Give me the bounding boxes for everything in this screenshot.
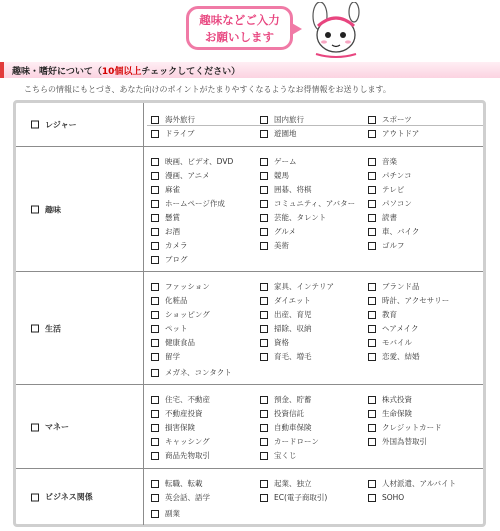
option-label: 車、バイク [382, 227, 420, 236]
category-label: レジャー [45, 120, 77, 129]
option-label: スポーツ [382, 115, 412, 124]
option-checkbox[interactable] [151, 369, 159, 377]
option-label: クレジットカード [382, 423, 442, 432]
option-checkbox[interactable] [368, 438, 376, 446]
option-label: 外国為替取引 [382, 437, 427, 446]
option-checkbox[interactable] [368, 480, 376, 488]
option-checkbox[interactable] [368, 410, 376, 418]
option-checkbox[interactable] [260, 311, 268, 319]
option-label: グルメ [274, 227, 297, 236]
option-label: 出産、育児 [274, 310, 312, 319]
option-label: 国内旅行 [274, 115, 304, 124]
option-label: 麻雀 [165, 185, 180, 194]
option-label: 投資信託 [274, 409, 304, 418]
option-label: 教育 [382, 310, 397, 319]
option-checkbox[interactable] [151, 452, 159, 460]
option-checkbox[interactable] [368, 130, 376, 138]
option-checkbox[interactable] [368, 158, 376, 166]
option-label: 化粧品 [165, 296, 188, 305]
option-checkbox[interactable] [151, 214, 159, 222]
option-label: 恋愛、結婚 [382, 352, 420, 361]
option-label: 美術 [274, 241, 289, 250]
category-checkbox-lifestyle[interactable] [31, 325, 39, 333]
option-label: ヘアメイク [382, 324, 419, 333]
option-checkbox[interactable] [260, 480, 268, 488]
option-label: アウトドア [382, 129, 420, 138]
option-checkbox[interactable] [151, 396, 159, 404]
option-label: 副業 [165, 509, 180, 518]
section-title [12, 64, 240, 77]
option-label: EC(電子商取引) [274, 493, 328, 502]
option-label: 自動車保険 [274, 423, 312, 432]
category-label: マネー [45, 422, 69, 432]
option-label: 音楽 [382, 157, 397, 166]
option-label: 漫画、アニメ [165, 171, 210, 180]
option-checkbox[interactable] [151, 325, 159, 333]
option-label: 資格 [274, 338, 289, 347]
category-cell [16, 385, 144, 469]
option-checkbox[interactable] [151, 353, 159, 361]
option-checkbox[interactable] [260, 116, 268, 124]
category-label: 趣味 [45, 205, 61, 214]
option-label: SOHO [382, 493, 405, 502]
option-label: ファッション [165, 282, 210, 291]
bubble-line-1: 趣味などご入力 [199, 13, 280, 27]
option-checkbox[interactable] [151, 480, 159, 488]
option-checkbox[interactable] [260, 172, 268, 180]
option-checkbox[interactable] [260, 297, 268, 305]
option-label: ホームページ作成 [165, 199, 225, 208]
option-checkbox[interactable] [151, 158, 159, 166]
option-label: コミュニティ、アバター [274, 199, 356, 208]
speech-bubble [186, 6, 293, 50]
option-label: メガネ、コンタクト [165, 368, 232, 377]
option-checkbox[interactable] [260, 228, 268, 236]
option-label: ショッピング [165, 310, 210, 319]
option-checkbox[interactable] [368, 200, 376, 208]
option-checkbox[interactable] [368, 186, 376, 194]
option-checkbox[interactable] [368, 494, 376, 502]
option-label: ゴルフ [382, 241, 405, 250]
option-label: モバイル [382, 338, 412, 347]
option-label: ドライブ [165, 129, 195, 138]
option-checkbox[interactable] [260, 158, 268, 166]
banner [0, 0, 500, 62]
option-checkbox[interactable] [260, 452, 268, 460]
option-checkbox[interactable] [368, 311, 376, 319]
option-checkbox[interactable] [368, 325, 376, 333]
category-cell [16, 147, 144, 272]
option-checkbox[interactable] [151, 256, 159, 264]
option-checkbox[interactable] [260, 410, 268, 418]
option-label: 宝くじ [274, 451, 297, 460]
option-label: 映画、ビデオ、DVD [165, 157, 234, 166]
option-checkbox[interactable] [151, 510, 159, 518]
option-label: 人材派遣、アルバイト [382, 479, 457, 488]
option-checkbox[interactable] [151, 186, 159, 194]
option-label: カードローン [274, 437, 319, 446]
category-checkbox-leisure[interactable] [31, 121, 39, 129]
interest-checklist-panel [13, 100, 486, 527]
option-checkbox[interactable] [368, 339, 376, 347]
option-label: テレビ [382, 185, 405, 194]
option-label: 家具、インテリア [274, 282, 334, 291]
option-label: 転職、転載 [165, 479, 203, 488]
option-checkbox[interactable] [151, 116, 159, 124]
option-checkbox[interactable] [151, 242, 159, 250]
category-checkbox-money[interactable] [31, 423, 39, 431]
category-cell [16, 272, 144, 385]
option-checkbox[interactable] [260, 438, 268, 446]
option-label: 生命保険 [382, 409, 412, 418]
option-label: キャッシング [165, 437, 210, 446]
option-label: ブランド品 [382, 282, 420, 291]
category-row-leisure [16, 103, 483, 146]
option-checkbox[interactable] [260, 130, 268, 138]
option-checkbox[interactable] [260, 339, 268, 347]
option-label: 遊園地 [274, 129, 297, 138]
option-checkbox[interactable] [368, 396, 376, 404]
option-checkbox[interactable] [368, 242, 376, 250]
option-label: 競馬 [274, 171, 289, 180]
option-checkbox[interactable] [368, 214, 376, 222]
option-checkbox[interactable] [260, 186, 268, 194]
option-checkbox[interactable] [260, 424, 268, 432]
category-row-hobby [16, 146, 483, 272]
category-cell [16, 469, 144, 525]
option-label: 住宅、不動産 [165, 395, 210, 404]
option-checkbox[interactable] [260, 214, 268, 222]
option-checkbox[interactable] [368, 424, 376, 432]
option-label: 英会話、語学 [165, 493, 210, 502]
category-label: 生活 [45, 324, 61, 333]
option-checkbox[interactable] [151, 339, 159, 347]
option-checkbox[interactable] [260, 325, 268, 333]
option-checkbox[interactable] [151, 438, 159, 446]
option-checkbox[interactable] [151, 200, 159, 208]
option-checkbox[interactable] [151, 130, 159, 138]
category-row-business [16, 468, 483, 525]
category-row-lifestyle [16, 271, 483, 385]
option-checkbox[interactable] [368, 116, 376, 124]
option-label: 株式投資 [382, 395, 412, 404]
option-label: 海外旅行 [165, 115, 195, 124]
option-checkbox[interactable] [368, 297, 376, 305]
option-label: 懸賞 [165, 213, 180, 222]
option-checkbox[interactable] [151, 172, 159, 180]
option-label: 芸能、タレント [274, 213, 327, 222]
option-checkbox[interactable] [151, 228, 159, 236]
option-label: 健康食品 [165, 338, 195, 347]
option-label: 掃除、収納 [274, 324, 312, 333]
option-label: ペット [165, 324, 188, 333]
option-label: パソコン [382, 199, 412, 208]
section-title-prefix: 趣味・嗜好について（ [12, 67, 102, 77]
option-label: 商品先物取引 [165, 451, 210, 460]
option-label: 預金、貯蓄 [274, 395, 312, 404]
category-row-money [16, 384, 483, 469]
option-checkbox[interactable] [260, 283, 268, 291]
option-label: カメラ [165, 241, 188, 250]
category-checkbox-business[interactable] [31, 493, 39, 501]
mascot-character-icon [306, 2, 366, 60]
option-label: 損害保険 [165, 423, 195, 432]
option-label: パチンコ [382, 171, 412, 180]
option-checkbox[interactable] [151, 410, 159, 418]
option-label: 起業、独立 [274, 479, 312, 488]
option-checkbox[interactable] [368, 353, 376, 361]
option-label: ブログ [165, 255, 188, 264]
category-cell [16, 103, 144, 146]
option-label: 時計、アクセサリー [382, 296, 450, 305]
intro-text: こちらの情報にもとづき、あなた向けのポイントがたまりやすくなるようなお得情報をお送りします。 [24, 85, 391, 94]
option-label: 不動産投資 [165, 409, 203, 418]
option-label: 留学 [165, 352, 180, 361]
option-checkbox[interactable] [368, 172, 376, 180]
option-checkbox[interactable] [260, 200, 268, 208]
option-label: ダイエット [274, 296, 311, 305]
option-label: 囲碁、将棋 [274, 185, 312, 194]
section-title-suffix: チェックしてください） [141, 67, 241, 77]
option-label: 育毛、増毛 [274, 352, 312, 361]
category-checkbox-hobby[interactable] [31, 206, 39, 214]
option-label: お酒 [165, 227, 180, 236]
option-label: ゲーム [274, 157, 297, 166]
option-checkbox[interactable] [151, 297, 159, 305]
option-checkbox[interactable] [368, 228, 376, 236]
option-checkbox[interactable] [151, 283, 159, 291]
option-checkbox[interactable] [151, 494, 159, 502]
option-checkbox[interactable] [260, 494, 268, 502]
section-title-strong: 10個以上 [101, 67, 142, 77]
option-checkbox[interactable] [260, 353, 268, 361]
option-label: 読書 [382, 213, 397, 222]
option-checkbox[interactable] [260, 396, 268, 404]
option-checkbox[interactable] [260, 242, 268, 250]
option-checkbox[interactable] [151, 424, 159, 432]
category-label: ビジネス関係 [45, 492, 93, 502]
option-checkbox[interactable] [368, 283, 376, 291]
bubble-line-2: お願いします [205, 30, 274, 44]
section-header [0, 62, 500, 78]
option-checkbox[interactable] [151, 311, 159, 319]
